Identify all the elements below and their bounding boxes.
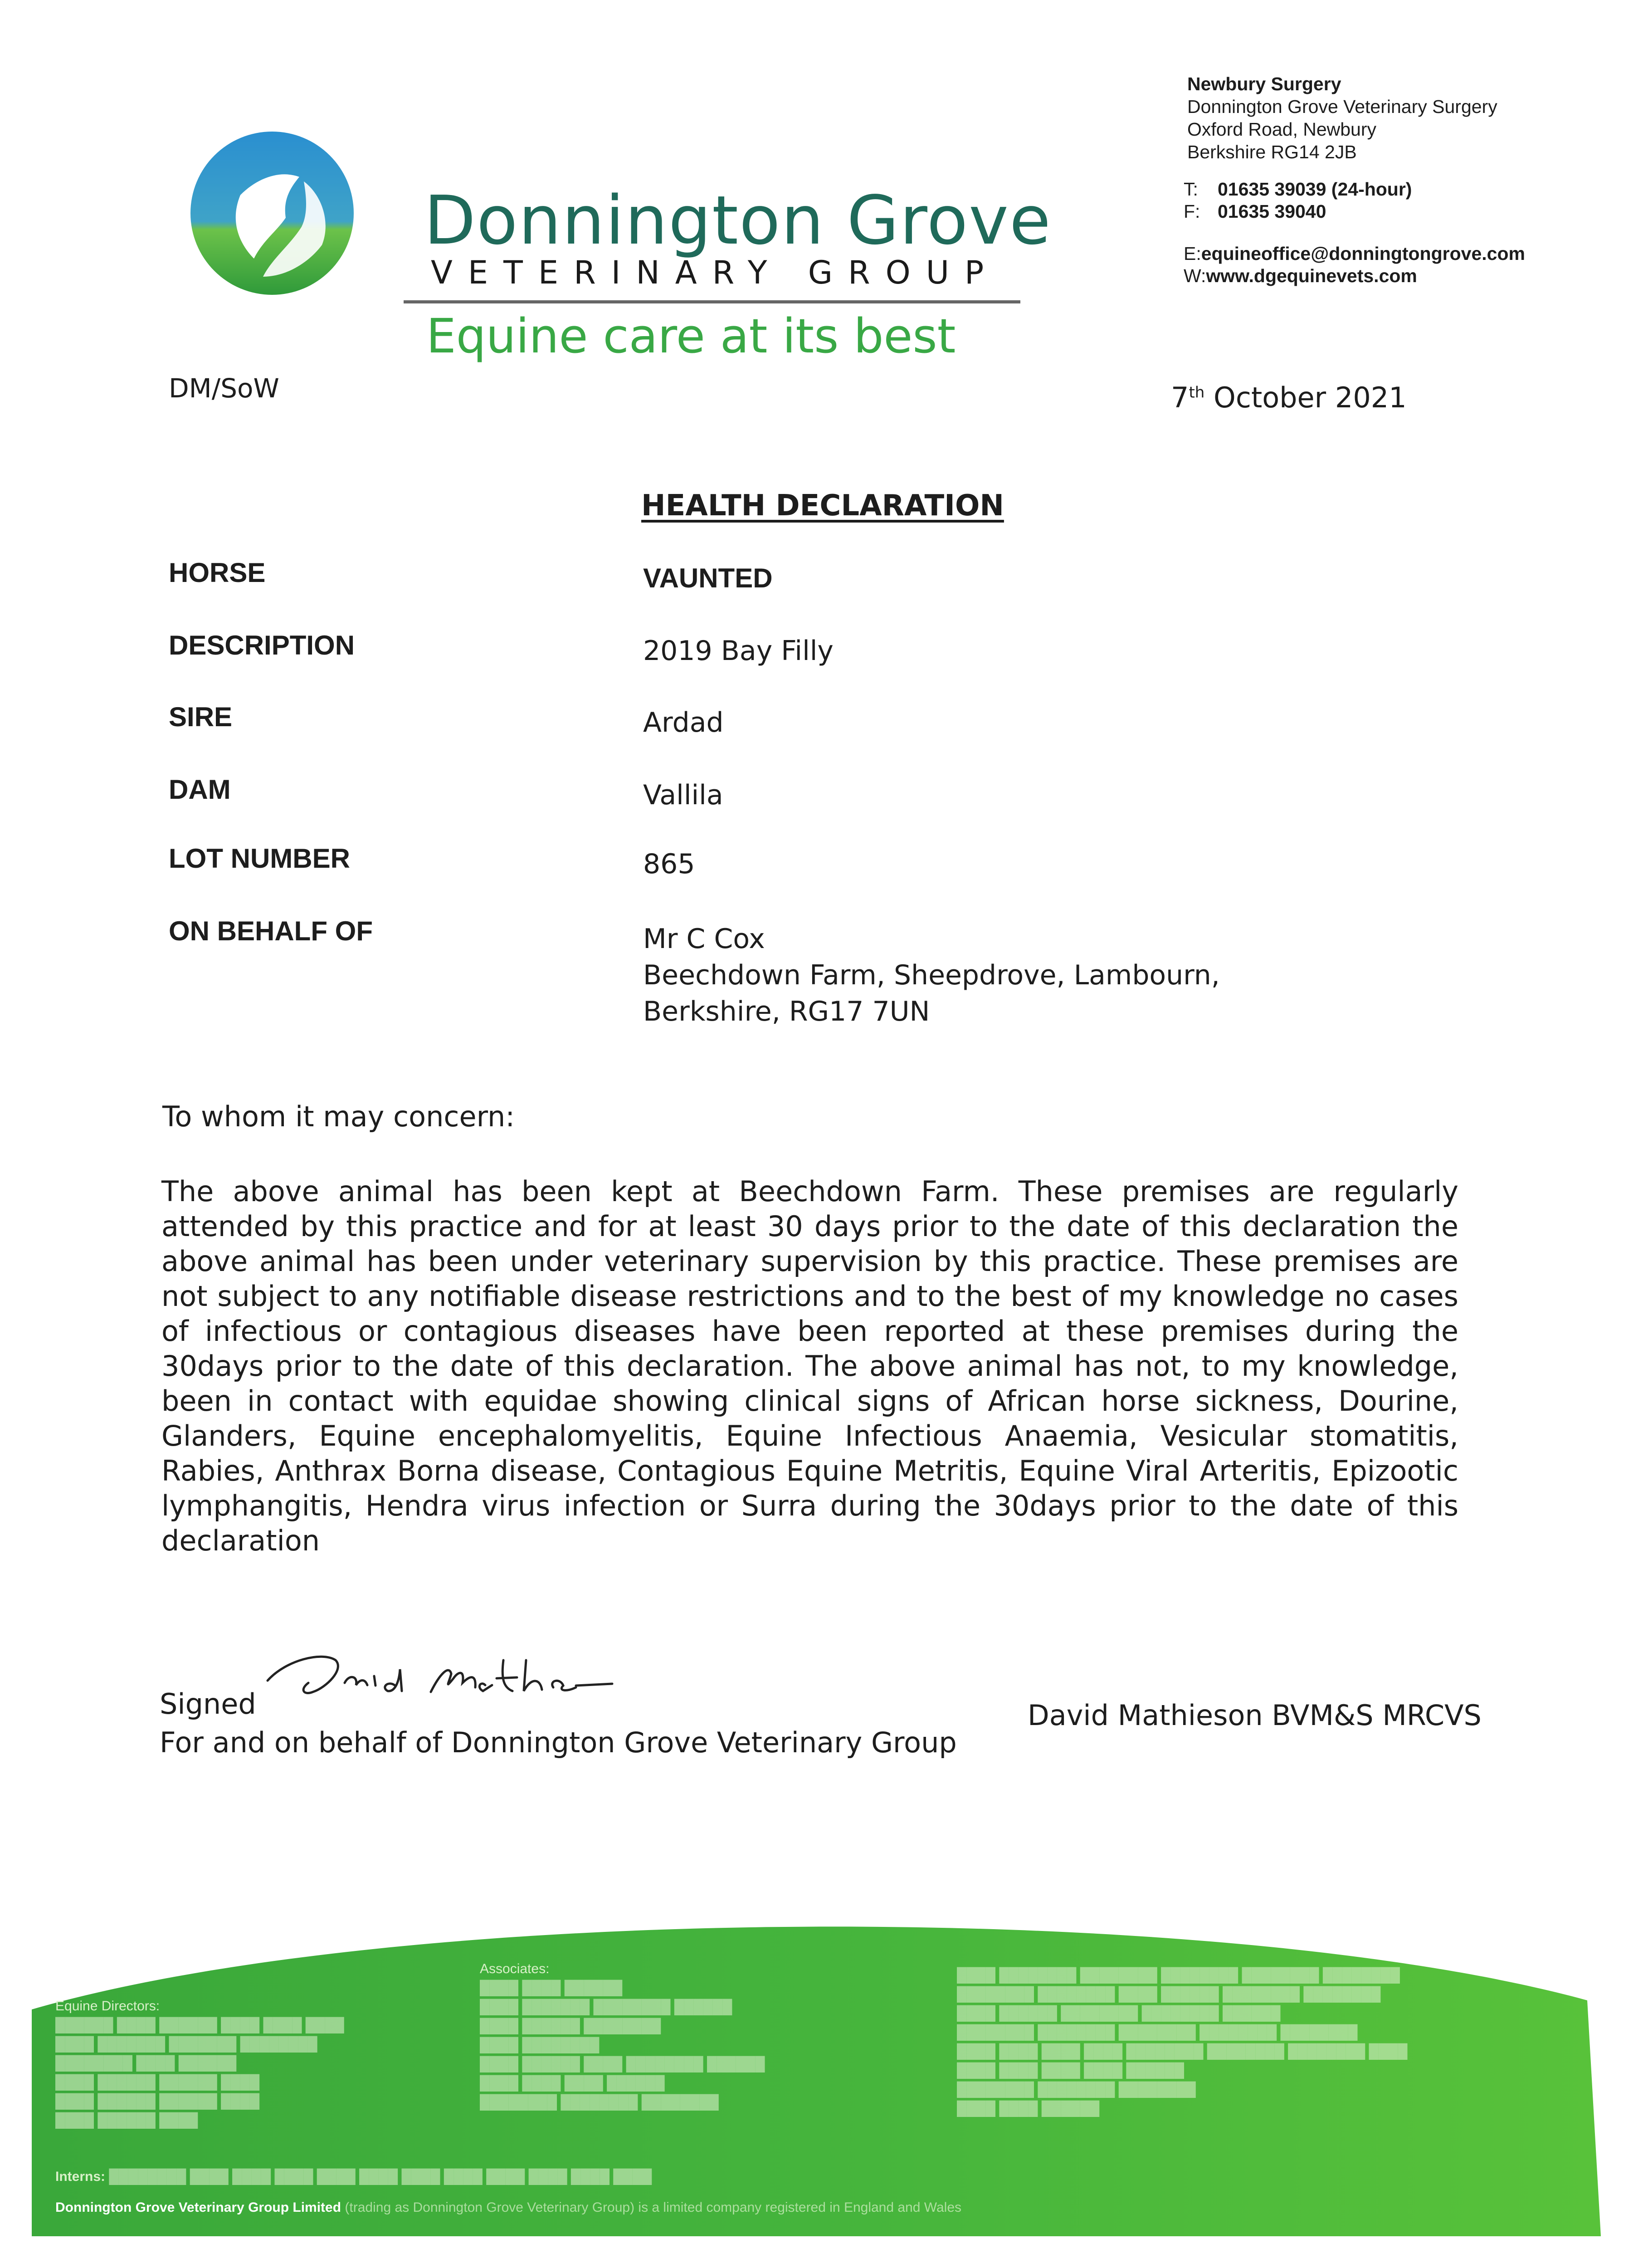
email-link[interactable]: equineoffice@donningtongrove.com [1201,243,1525,264]
web-label: W: [1184,265,1206,286]
owner-address-line: Beechdown Farm, Sheepdrove, Lambourn, [643,959,1220,991]
directors-blurred-list: ██████ ████ ██████ ████ ████ ████ ████ ███████ ███████ ████████ ████████ ████ ██████ ████ ██████ ██████ ████ ████ ██████ ██████ ████ ████ ██████ ████ [55,2018,344,2128]
letter-date [1171,381,1407,414]
owner-address-line: Berkshire, RG17 7UN [643,996,930,1027]
footer-associates [480,1960,765,2112]
associates-blurred-list: ████ ████ ██████ ████ ███████ ████████ ██████ ████ ██████ ████████ ████ ████████ ████ ██████ ████ ████████ ██████ ████ ████ ████ ██████ ████████ ████████ ████████ [480,1980,765,2110]
owner-block [643,921,1220,1030]
phone-block [1184,178,1412,223]
email-label: E: [1184,243,1201,264]
signature-image [258,1642,621,1715]
on-behalf-of-label: ON BEHALF OF [169,916,373,946]
lot-number-value: 865 [643,848,695,880]
footer-specialists: ████ ████████ ████████ ████████ ████████ ████████ ████████ ████████ ████ ██████ ████████ ████████ ████ ██████ ████████ ████████ ██████ ████████ ████████ ████████ ████████ ████████ ████ ████ ████ ████ ████████ ████████ ████████ ████ ████ ████ ████ ████ ██████ ████████ ████████ ████████ ████ ████ ██████ [957,1968,1408,2116]
description-value: 2019 Bay Filly [643,635,834,667]
brand-subtitle: VETERINARY GROUP [431,254,1000,291]
sire-label: SIRE [169,702,233,732]
date-day: 7 [1171,381,1189,414]
declaration-body: The above animal has been kept at Beechdown Farm. These premises are regularly attended by this practice and for at least 30 days prior to the date of this declaration the above animal has been under veterinary supervision by this practice. These premises are not subject to any notifiable disease restrictions and to the best of my knowledge no cases of infectious or contagious diseases have been reported at these premises during the 30days prior to the date of this declaration. The above animal has not, to my knowledge, been in contact with equidae showing clinical signs of African horse sickness, Dourine, Glanders, Equine encephalomyelitis, Equine Infectious Anaemia, Vesicular stomatitis, Rabies, Anthrax Borna disease, Contagious Equine Metritis, Equine Viral Arteritis, Epizootic lymphangitis, Hendra virus infection or Surra during the 30days prior to the date of this declaration [161,1175,1458,1557]
phone-number: 01635 39039 (24-hour) [1218,179,1412,200]
page-title: HEALTH DECLARATION [641,489,1004,523]
salutation: To whom it may concern: [162,1100,515,1133]
surgery-name: Newbury Surgery [1187,73,1341,94]
reference: DM/SoW [169,373,279,404]
surgery-address [1187,73,1497,163]
address-line: Donnington Grove Veterinary Surgery [1187,96,1497,117]
footer-interns [55,2167,652,2186]
signed-label: Signed [160,1687,256,1721]
footer-company [55,2198,961,2217]
footer-directors [55,1997,344,2130]
web-link[interactable]: www.dgequinevets.com [1206,265,1417,286]
description-label: DESCRIPTION [169,630,355,660]
horse-value: VAUNTED [643,563,773,593]
brand-name: Donnington Grove [424,181,1052,259]
fax-label: F: [1184,201,1200,222]
dam-label: DAM [169,774,231,805]
owner-name: Mr C Cox [643,923,765,955]
brand-divider [404,300,1020,303]
signer-name: David Mathieson BVM&S MRCVS [1028,1699,1482,1732]
interns-label: Interns: [55,2169,106,2184]
on-behalf-line: For and on behalf of Donnington Grove Veterinary Group [160,1726,957,1759]
interns-blurred-list: ████████ ████ ████ ████ ████ ████ ████ ████ ████ ████ ████ ████ [109,2169,652,2184]
brand-tagline: Equine care at its best [426,308,956,364]
online-contact-block [1184,243,1525,287]
lot-number-label: LOT NUMBER [169,843,350,874]
date-rest: October 2021 [1204,381,1407,414]
dam-value: Vallila [643,779,723,811]
phone-label: T: [1184,179,1198,200]
sire-value: Ardad [643,707,724,738]
address-line: Oxford Road, Newbury [1187,119,1377,140]
company-name: Donnington Grove Veterinary Group Limited [55,2200,341,2215]
fax-number: 01635 39040 [1218,201,1326,222]
associates-label: Associates: [480,1961,550,1976]
logo-icon [186,127,358,299]
directors-label: Equine Directors: [55,1999,160,2014]
address-line: Berkshire RG14 2JB [1187,142,1357,162]
date-suffix: th [1189,383,1205,402]
horse-label: HORSE [169,557,266,588]
company-registration: (trading as Donnington Grove Veterinary Group) is a limited company registered in England and Wales [345,2200,962,2215]
